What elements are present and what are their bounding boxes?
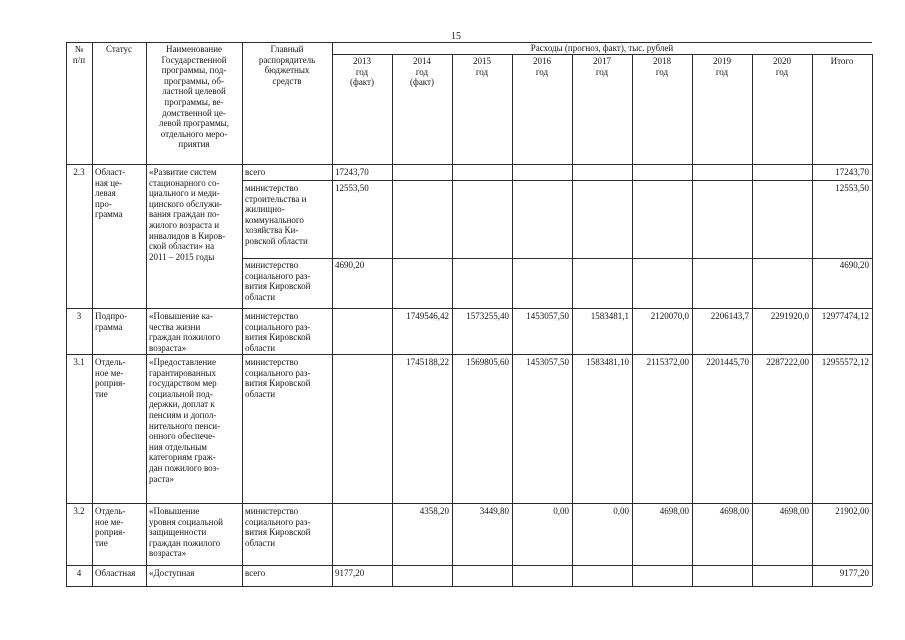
page-number: 15 <box>451 31 461 42</box>
row-manager <box>245 167 329 178</box>
header-name-line: программы, под- <box>161 65 227 76</box>
row-manager-line: области <box>245 388 276 399</box>
value-cell <box>815 311 869 322</box>
header-year-line: год <box>355 66 369 77</box>
row-manager-line: вития Кировской <box>245 378 311 389</box>
row-status-line: Подпро- <box>95 311 128 321</box>
row-manager-line: министерство <box>245 183 299 193</box>
header-manager-line: распорядитель <box>258 54 316 65</box>
header-year <box>635 56 689 77</box>
value-cell-line: 4698,00 <box>779 506 809 516</box>
value-cell <box>815 568 869 579</box>
value-cell-line: 17243,70 <box>835 167 869 177</box>
row-manager <box>245 506 329 548</box>
header-name-line: программы, об- <box>163 75 225 86</box>
row-manager-line: всего <box>245 568 266 578</box>
row-manager-line: вития Кировской <box>245 281 311 292</box>
value-cell-line: 2201445,70 <box>706 357 749 367</box>
value-cell-line: 9177,20 <box>839 568 869 578</box>
row-status-line: роприя- <box>95 378 126 389</box>
row-name-line: инвалидов в Киров- <box>149 230 226 241</box>
value-cell <box>755 357 809 368</box>
row-manager <box>245 357 329 399</box>
header-year <box>575 56 629 77</box>
grid-col-line <box>392 54 393 586</box>
header-year-line: год <box>475 66 489 77</box>
row-status-line: левая <box>95 188 116 199</box>
row-status-line: про- <box>95 198 112 209</box>
header-expenses-line: Расходы (прогноз, факт), тыс. рублей <box>530 43 674 53</box>
row-name <box>149 506 239 559</box>
header-year-line: 2014 <box>413 56 431 66</box>
value-cell <box>515 506 569 517</box>
header-name-line: домственной це- <box>162 107 226 118</box>
value-cell <box>575 311 629 322</box>
value-cell <box>575 357 629 368</box>
row-name-line: государством мер <box>149 378 217 389</box>
value-cell <box>635 311 689 322</box>
header-manager-line: бюджетных <box>264 65 310 76</box>
row-name <box>149 167 239 262</box>
row-num-line: 2.3 <box>73 167 85 177</box>
row-name-line: дан пожилого воз- <box>149 462 220 473</box>
row-status-line: ная це- <box>95 177 123 188</box>
value-cell-line: 2206143,7 <box>710 311 749 321</box>
row-name-line: держки, доплат к <box>149 399 215 410</box>
row-manager-line: министерство <box>245 357 299 367</box>
header-year <box>515 56 569 77</box>
value-cell <box>635 506 689 517</box>
row-status <box>95 311 143 332</box>
row-name-line: «Предоставление <box>149 357 216 367</box>
row-manager-line: министерство <box>245 260 299 270</box>
header-year-line: 2017 <box>593 56 611 66</box>
grid-col-line <box>872 54 873 586</box>
row-manager-line: социального раз- <box>245 270 311 281</box>
header-year-line: год <box>595 66 609 77</box>
value-cell <box>635 357 689 368</box>
value-cell-line: 1749546,42 <box>406 311 449 321</box>
header-year-line: 2018 <box>653 56 671 66</box>
row-name-line: защищенности <box>149 527 207 538</box>
header-manager-line: средств <box>272 75 302 86</box>
row-manager-line: социального раз- <box>245 321 311 332</box>
row-status <box>95 167 143 220</box>
value-cell-line: 12553,50 <box>335 183 369 193</box>
grid-col-line <box>632 54 633 586</box>
grid-col-line <box>92 42 93 586</box>
header-num-line: № <box>74 44 84 54</box>
row-manager-line: области <box>245 291 276 302</box>
header-year-line: 2020 <box>773 56 791 66</box>
value-cell-line: 1583481,1 <box>590 311 629 321</box>
value-cell <box>815 506 869 517</box>
value-cell <box>455 357 509 368</box>
value-cell <box>815 357 869 368</box>
row-manager <box>245 183 329 247</box>
value-cell-line: 3449,80 <box>479 506 509 516</box>
value-cell-line: 1453057,50 <box>526 311 569 321</box>
row-num <box>69 568 89 579</box>
row-manager-line: социального раз- <box>245 367 311 378</box>
grid-row-line <box>242 180 872 181</box>
row-name-line: раста» <box>149 473 175 484</box>
row-status-line: Отдель- <box>95 506 126 516</box>
row-manager-line: министерство <box>245 506 299 516</box>
header-name-line: приятия <box>178 139 210 150</box>
row-num-line: 3.1 <box>73 357 85 367</box>
row-name-line: уровня социальной <box>149 516 223 527</box>
row-status <box>95 568 143 579</box>
row-name-line: пенсиям и допол- <box>149 409 217 420</box>
value-cell-line: 12553,50 <box>835 183 869 193</box>
header-year-line: год <box>775 66 789 77</box>
value-cell-line: 17243,70 <box>335 167 369 177</box>
row-num-line: 3.2 <box>73 506 85 516</box>
value-cell <box>455 311 509 322</box>
value-cell <box>395 357 449 368</box>
value-cell-line: 4690,20 <box>839 260 869 270</box>
header-year-line: Итого <box>830 56 854 66</box>
header-year <box>755 56 809 77</box>
row-manager-line: хозяйства Ки- <box>245 225 299 236</box>
row-name-line: ской области» на <box>149 241 215 252</box>
header-year <box>335 56 389 88</box>
value-cell-line: 21902,00 <box>835 506 869 516</box>
value-cell-line: 4358,20 <box>419 506 449 516</box>
row-manager-line: министерство <box>245 311 299 321</box>
row-name-line: «Доступная <box>149 568 195 578</box>
value-cell-line: 2287222,00 <box>766 357 809 367</box>
grid-col-line <box>452 54 453 586</box>
row-status-line: тие <box>95 537 108 548</box>
row-status <box>95 506 143 548</box>
value-cell <box>815 260 869 271</box>
row-manager <box>245 568 329 579</box>
row-status-line: грамма <box>95 209 123 220</box>
value-cell <box>515 311 569 322</box>
value-cell-line: 0,00 <box>613 506 629 516</box>
grid-col-line <box>572 54 573 586</box>
header-year-line: год <box>415 66 429 77</box>
row-manager-line: вития Кировской <box>245 332 311 343</box>
value-cell-line: 1453057,50 <box>526 357 569 367</box>
value-cell <box>335 568 389 579</box>
value-cell-line: 1569805,60 <box>466 357 509 367</box>
header-name-line: левой программы, <box>159 118 229 129</box>
row-name <box>149 568 239 579</box>
row-num-line: 4 <box>76 568 82 578</box>
row-name-line: социальной под- <box>149 388 213 399</box>
row-status-line: ное ме- <box>95 516 124 527</box>
header-name-line: отдельного меро- <box>160 128 228 139</box>
header-expenses <box>335 43 869 54</box>
row-name-line: ния отдельным <box>149 441 207 452</box>
row-manager-line: ровской области <box>245 235 308 246</box>
row-manager-line: социального раз- <box>245 516 311 527</box>
grid-col-line <box>332 42 333 586</box>
row-num <box>69 167 89 178</box>
header-year <box>395 56 449 88</box>
row-status <box>95 357 143 399</box>
value-cell-line: 12977474,12 <box>821 311 869 321</box>
header-year-line: (факт) <box>349 77 374 88</box>
row-name-line: 2011 – 2015 годы <box>149 251 215 262</box>
value-cell-line: 2120070,0 <box>650 311 689 321</box>
grid-col-line <box>812 54 813 586</box>
grid-col-line <box>66 42 67 586</box>
value-cell <box>335 260 389 271</box>
row-name <box>149 357 239 484</box>
value-cell <box>815 183 869 194</box>
header-year-line: 2013 <box>353 56 371 66</box>
row-name-line: граждан пожилого <box>149 332 221 343</box>
value-cell-line: 2115372,00 <box>646 357 689 367</box>
header-year-line: 2019 <box>713 56 731 66</box>
header-name-line: Государственной <box>161 54 227 65</box>
row-status-line: ное ме- <box>95 367 124 378</box>
row-manager-line: коммунального <box>245 214 304 225</box>
header-name-line: программы, ве- <box>164 96 224 107</box>
header-status <box>95 44 143 55</box>
row-status-line: Областная <box>95 568 136 578</box>
row-manager-line: всего <box>245 167 266 177</box>
header-year-line: 2016 <box>533 56 551 66</box>
value-cell <box>695 311 749 322</box>
grid-col-line <box>146 42 147 586</box>
value-cell-line: 12955572,12 <box>821 357 869 367</box>
header-year-line: год <box>535 66 549 77</box>
row-manager-line: области <box>245 342 276 353</box>
row-status-line: грамма <box>95 321 123 332</box>
row-status-line: Област- <box>95 167 126 177</box>
header-year-line: год <box>715 66 729 77</box>
row-name-line: категориям граж- <box>149 452 216 463</box>
value-cell <box>575 506 629 517</box>
grid-col-line <box>692 54 693 586</box>
header-name-line: ластной целевой <box>162 86 226 97</box>
row-name <box>149 311 239 353</box>
row-status-line: роприя- <box>95 527 126 538</box>
header-manager-line: Главный <box>270 44 304 54</box>
row-name-line: циального и меди- <box>149 188 220 199</box>
header-manager <box>245 44 329 86</box>
value-cell-line: 1745188,22 <box>406 357 449 367</box>
header-year <box>815 56 869 67</box>
row-manager-line: строительства и <box>245 193 307 204</box>
row-name-line: жилого возраста и <box>149 219 220 230</box>
row-status-line: тие <box>95 388 108 399</box>
grid-row-line <box>332 54 872 55</box>
row-manager-line: области <box>245 537 276 548</box>
header-year <box>455 56 509 77</box>
row-num <box>69 311 89 322</box>
grid-col-line <box>512 54 513 586</box>
row-name-line: онного обеспече- <box>149 431 216 442</box>
row-status-line: Отдель- <box>95 357 126 367</box>
header-name-line: Наименование <box>165 44 223 54</box>
row-num-line: 3 <box>76 311 82 321</box>
row-manager-line: жилищно- <box>245 204 285 215</box>
row-name-line: вания граждан по- <box>149 209 220 220</box>
value-cell <box>755 506 809 517</box>
row-name-line: гарантированных <box>149 367 217 378</box>
value-cell <box>335 183 389 194</box>
row-name-line: стационарного со- <box>149 177 220 188</box>
row-name-line: «Развитие систем <box>149 167 217 177</box>
value-cell <box>515 357 569 368</box>
row-manager <box>245 260 329 302</box>
header-year-line: год <box>655 66 669 77</box>
value-cell <box>335 167 389 178</box>
header-status-line: Статус <box>106 44 132 54</box>
value-cell <box>755 311 809 322</box>
header-num-line: п/п <box>72 54 86 65</box>
row-manager-line: вития Кировской <box>245 527 311 538</box>
row-name-line: цинского обслужи- <box>149 198 223 209</box>
header-year-line: 2015 <box>473 56 491 66</box>
row-num <box>69 506 89 517</box>
value-cell-line: 0,00 <box>553 506 569 516</box>
row-name-line: нительного пенси- <box>149 420 221 431</box>
value-cell-line: 4698,00 <box>659 506 689 516</box>
row-name-line: «Повышение <box>149 506 200 516</box>
value-cell-line: 4690,20 <box>335 260 365 270</box>
row-name-line: чества жизни <box>149 321 201 332</box>
grid-col-line <box>752 54 753 586</box>
value-cell <box>395 311 449 322</box>
value-cell-line: 4698,00 <box>719 506 749 516</box>
row-num <box>69 357 89 368</box>
header-num <box>69 44 89 65</box>
value-cell <box>695 506 749 517</box>
row-name-line: граждан пожилого <box>149 537 221 548</box>
grid-row-line <box>242 258 872 259</box>
value-cell-line: 9177,20 <box>335 568 365 578</box>
row-manager <box>245 311 329 353</box>
value-cell <box>455 506 509 517</box>
header-name <box>149 44 239 150</box>
value-cell <box>815 167 869 178</box>
value-cell <box>695 357 749 368</box>
row-name-line: возраста» <box>149 342 187 353</box>
header-year-line: (факт) <box>409 77 434 88</box>
value-cell-line: 2291920,0 <box>770 311 809 321</box>
value-cell-line: 1583481,10 <box>586 357 629 367</box>
row-name-line: «Повышение ка- <box>149 311 213 321</box>
grid-row-line <box>66 586 872 587</box>
header-year <box>695 56 749 77</box>
row-name-line: возраста» <box>149 548 187 559</box>
value-cell <box>395 506 449 517</box>
grid-col-line <box>242 42 243 586</box>
value-cell-line: 1573255,40 <box>466 311 509 321</box>
